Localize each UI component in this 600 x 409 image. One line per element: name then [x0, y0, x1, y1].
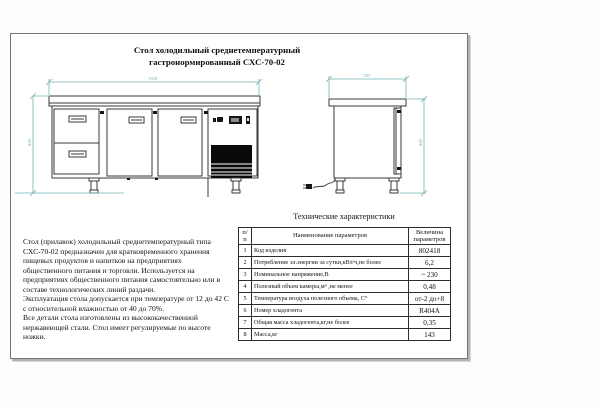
table-row: [239, 317, 451, 329]
spec-row-num: 7: [239, 317, 252, 329]
spec-row-name: Код изделия: [252, 245, 409, 257]
table-row: [239, 269, 451, 281]
table-row: [239, 329, 451, 341]
spec-row-value: ~ 230: [409, 269, 451, 281]
description-paragraph-3: Все детали стола изготовлены из высококачественной нержавеющей стали. Стол имеет регулируемые по высоте ножки.: [23, 313, 211, 341]
leg: [389, 178, 399, 193]
spec-row-num: 2: [239, 257, 252, 269]
spec-row-num: 8: [239, 329, 252, 341]
dim-label-side-height: 850: [418, 139, 423, 146]
spec-row-name: Номер хладогента: [252, 305, 409, 317]
dim-label-width: 1500: [148, 76, 157, 81]
spec-col-value: Величина параметров: [409, 228, 451, 245]
spec-row-name: Полезный объем камеры,м³ ,не менее: [252, 281, 409, 293]
power-switch: [246, 116, 250, 124]
spec-row-num: 6: [239, 305, 252, 317]
spec-row-value: 802418: [409, 245, 451, 257]
document-title-line-1: Стол холодильный среднетемпературный: [133, 45, 301, 55]
leg: [231, 178, 241, 193]
table-row: [239, 305, 451, 317]
table-row: [239, 245, 451, 257]
spec-table: [238, 227, 451, 341]
spec-row-num: 1: [239, 245, 252, 257]
document-title-line-2: гастронормированный СХС-70-02: [149, 56, 285, 67]
description-text: [23, 237, 229, 342]
table-row: [239, 293, 451, 305]
control-display: [229, 116, 242, 124]
spec-table-title: Технические характеристики: [293, 212, 395, 221]
spec-row-num: 5: [239, 293, 252, 305]
spec-row-value: 6,2: [409, 257, 451, 269]
spec-row-num: 3: [239, 269, 252, 281]
spec-row-value: 0,35: [409, 317, 451, 329]
spec-row-value: 0,48: [409, 281, 451, 293]
document-page: [10, 33, 468, 359]
spec-row-name: Температура воздуха полезного объема, С°: [252, 293, 409, 305]
tech-characteristics: [238, 212, 450, 341]
spec-row-num: 4: [239, 281, 252, 293]
spec-row-value: 143: [409, 329, 451, 341]
table-row: [239, 281, 451, 293]
front-view-drawing: [49, 96, 260, 197]
dim-label-height: 850: [27, 139, 32, 146]
spec-row-value: R404A: [409, 305, 451, 317]
dim-label-depth: 700: [363, 73, 370, 78]
description-paragraph-2: Эксплуатация стола допускается при температуре от 12 до 42 С с относительной влажностью от 40 до 70%.: [23, 294, 229, 313]
spec-col-num: п/п: [239, 228, 252, 245]
side-view-drawing: [303, 99, 406, 193]
description-paragraph-1: Стол (прилавок) холодильный среднетемпературный типа СХС-70-02 предназначен для кратковременного хранения пищевых продуктов и напитков на предприятиях общественного питания и торговли. Используется на предприятиях общественного питания самостоятельно или в составе технологических линий раздачи.: [23, 237, 221, 294]
spec-row-name: Общая масса хладогента,кг,не более: [252, 317, 409, 329]
vent-grille: [211, 145, 252, 178]
spec-row-name: Потребление эл.энергии за сутки,кВт/ч,не более: [252, 257, 409, 269]
table-row: [239, 257, 451, 269]
power-cord: [303, 178, 335, 189]
leg: [335, 178, 345, 193]
spec-row-name: Номинальное напряжение,В: [252, 269, 409, 281]
spec-row-value: от-2 до+8: [409, 293, 451, 305]
leg: [89, 178, 99, 193]
spec-header-row: [239, 228, 451, 245]
spec-row-name: Масса,кг: [252, 329, 409, 341]
spec-col-name: Наименование параметров: [252, 228, 409, 245]
